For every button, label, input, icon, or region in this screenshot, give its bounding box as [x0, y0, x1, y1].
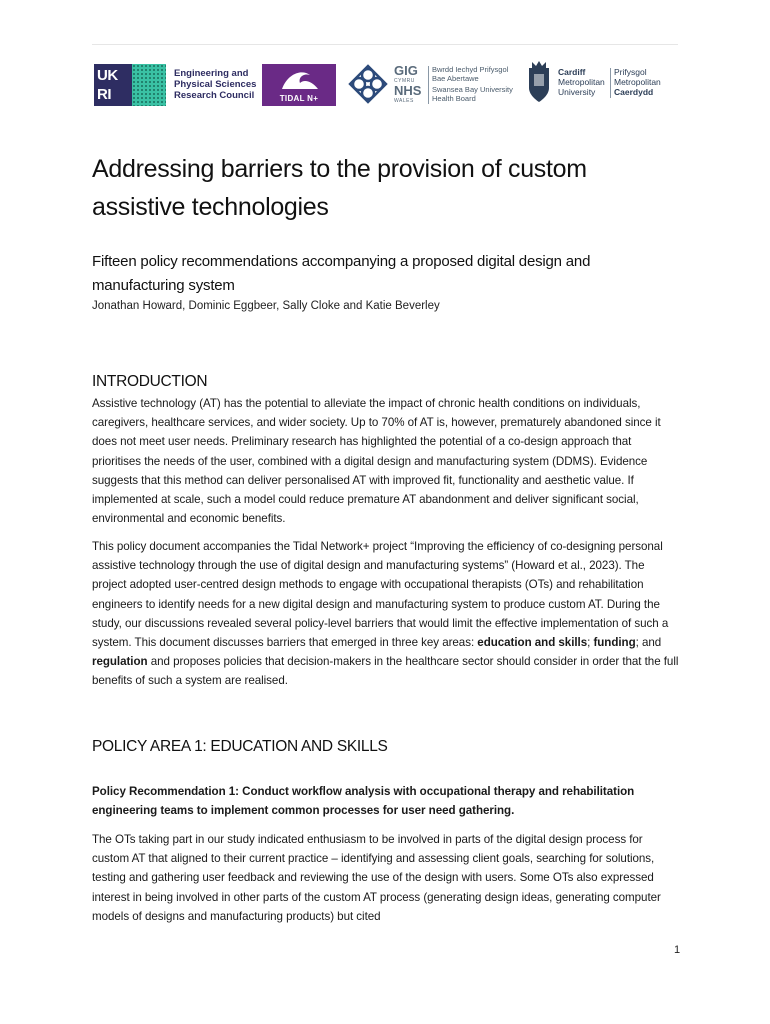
cmu-welsh-line-3: Caerdydd: [614, 87, 654, 97]
epsrc-logo: [174, 68, 264, 101]
nhs-swansea-bay-logo: [348, 62, 518, 108]
subtitle-line-1: Fifteen policy recommendations accompanying a proposed digital design and: [92, 253, 591, 270]
nhs-english-line-1: Swansea Bay University: [432, 85, 513, 94]
partner-logos: [94, 60, 682, 108]
intro-p2-text-c: and proposes policies that decision-makers in the healthcare sector should consider in order that the full benefits of such a system are realised.: [92, 655, 679, 688]
tidal-logo-text: TIDAL N+: [279, 94, 319, 103]
header-rule: [92, 44, 678, 45]
cardiff-met-logo: [526, 60, 682, 108]
epsrc-line-3: Research Council: [174, 90, 255, 101]
intro-p2-sep-2: ; and: [635, 636, 662, 650]
keyword-education: education and skills: [477, 636, 588, 650]
cmu-welsh-name: [614, 67, 661, 97]
ukri-pattern: [132, 64, 166, 106]
subtitle-line-2: manufacturing system: [92, 277, 235, 294]
title-line-1: Addressing barriers to the provision of custom: [92, 155, 587, 183]
celtic-knot-icon: [348, 64, 388, 104]
cmu-divider: [610, 68, 611, 98]
intro-p2-sep-1: ;: [587, 636, 594, 650]
nhs-text: NHS: [394, 83, 422, 98]
document-subtitle: [92, 250, 662, 298]
cmu-english-line-3: University: [558, 87, 596, 97]
crest-icon: [526, 60, 552, 104]
nhs-welsh-line-2: Bae Abertawe: [432, 74, 479, 83]
cmu-english-line-2: Metropolitan: [558, 77, 605, 87]
wave-icon: [280, 69, 320, 91]
intro-paragraph-1: Assistive technology (AT) has the potential to alleviate the impact of chronic health conditions on individuals, caregivers, healthcare services, and wider society. Up to 70% of AT is, however, prematurely abandoned since it does not meet user needs. Preliminary research has highlighted the potential of a co-design approach that prioritises the needs of the user, combined with a digital design and manufacturing system (DDMS). Evidence suggests that this method can deliver personalised AT with improved fit, functionality and aesthetic value. If implemented at scale, such a model could reduce premature AT abandonment and deliver significant social, environmental and economic benefits.: [92, 397, 661, 526]
cmu-welsh-line-2: Metropolitan: [614, 77, 661, 87]
title-line-2: assistive technologies: [92, 193, 329, 221]
nhs-divider: [428, 66, 429, 104]
nhs-welsh-name: [432, 65, 522, 83]
keyword-funding: funding: [593, 636, 636, 650]
document-title: [92, 150, 652, 226]
cmu-english-line-1: Cardiff: [558, 67, 586, 77]
page-number: 1: [674, 944, 681, 956]
intro-p2-text-a: This policy document accompanies the Tidal Network+ project “Improving the efficiency of co-designing personal assistive technology through the use of digital design and manufacturing systems” (Howard et al., 2023). The project adopted user-centred design methods to engage with occupational therapists (OTs) and rehabilitation engineers to identify needs for a new digital design and manufacturing system to produce custom AT. During the study, our discussions revealed several policy-level barriers that would limit the effective implementation of such a system. This document discusses barriers that emerged in three key areas:: [92, 540, 669, 650]
ukri-logo: [94, 64, 166, 106]
body-paragraph-3: The OTs taking part in our study indicated enthusiasm to be involved in parts of the digital design process for custom AT that aligned to their current practice – identifying and assessing client goals, searching for solutions, testing and gathering user feedback and reviewing the use of the design with users. Some OTs also expressed interest in being involved in other parts of the custom AT process (generating design ideas, generating computer models of designs and manufacturing products) but cited: [92, 833, 661, 923]
keyword-regulation: regulation: [92, 655, 148, 669]
nhs-welsh-line-1: Bwrdd Iechyd Prifysgol: [432, 65, 509, 74]
cmu-welsh-line-1: Prifysgol: [614, 67, 647, 77]
epsrc-line-1: Engineering and: [174, 68, 249, 79]
authors: Jonathan Howard, Dominic Eggbeer, Sally Cloke and Katie Beverley: [92, 300, 440, 312]
nhs-wales-text: WALES: [394, 98, 414, 104]
nhs-cymru-text: CYMRU: [394, 78, 415, 84]
tidal-network-logo: [262, 64, 336, 106]
nhs-english-name: [432, 85, 522, 103]
ukri-logo-text: UK RI: [94, 64, 132, 106]
nhs-english-line-2: Health Board: [432, 94, 476, 103]
policy-recommendation-1: Policy Recommendation 1: Conduct workflow analysis with occupational therapy and rehabilitation engineering teams to implement common processes for user need gathering.: [92, 785, 635, 818]
intro-paragraph-2: [92, 537, 680, 691]
intro-heading: INTRODUCTION: [92, 373, 208, 390]
policy-area-heading: POLICY AREA 1: EDUCATION AND SKILLS: [92, 738, 388, 755]
nhs-gig-text: GIG: [394, 63, 418, 78]
cmu-english-name: [558, 67, 605, 97]
epsrc-line-2: Physical Sciences: [174, 79, 257, 90]
